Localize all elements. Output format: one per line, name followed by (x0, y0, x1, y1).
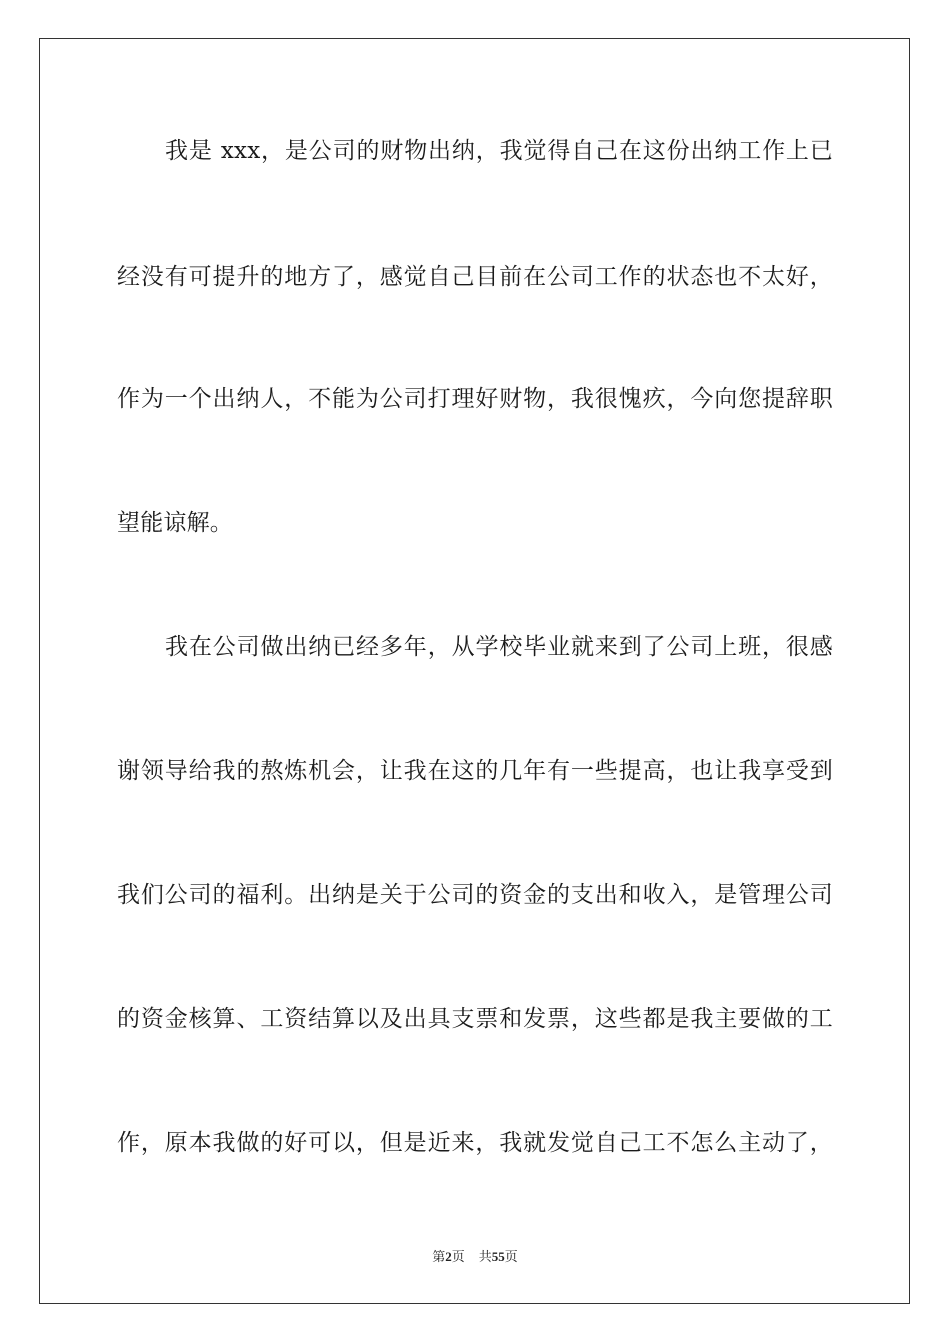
total-label-prefix: 共 (478, 1250, 492, 1265)
paragraph-1-line-3: 作为一个出纳人，不能为公司打理好财物，我很愧疚，今向您提辞职 (117, 386, 833, 412)
page-label-prefix: 第 (432, 1250, 446, 1265)
total-label-suffix: 页 (504, 1250, 518, 1265)
paragraph-2-line-3: 我们公司的福利。出纳是关于公司的资金的支出和收入，是管理公司 (117, 882, 833, 908)
total-pages: 55 (491, 1249, 505, 1264)
page-footer (0, 1248, 950, 1267)
paragraph-1-line-4: 望能谅解。 (117, 510, 233, 536)
paragraph-1-line-2: 经没有可提升的地方了，感觉自己目前在公司工作的状态也不太好， (117, 264, 833, 290)
paragraph-1-line-1: 我是 xxx，是公司的财物出纳，我觉得自己在这份出纳工作上已 (165, 138, 833, 164)
paragraph-2-line-1: 我在公司做出纳已经多年，从学校毕业就来到了公司上班，很感 (165, 634, 833, 660)
paragraph-2-line-4: 的资金核算、工资结算以及出具支票和发票，这些都是我主要做的工 (117, 1006, 833, 1032)
page-label-suffix: 页 (451, 1250, 465, 1265)
page-number: 2 (445, 1249, 452, 1264)
paragraph-2-line-2: 谢领导给我的熬炼机会，让我在这的几年有一些提高，也让我享受到 (117, 758, 833, 784)
paragraph-2-line-5: 作，原本我做的好可以，但是近来，我就发觉自己工不怎么主动了， (117, 1130, 833, 1156)
page-border (39, 38, 910, 1304)
